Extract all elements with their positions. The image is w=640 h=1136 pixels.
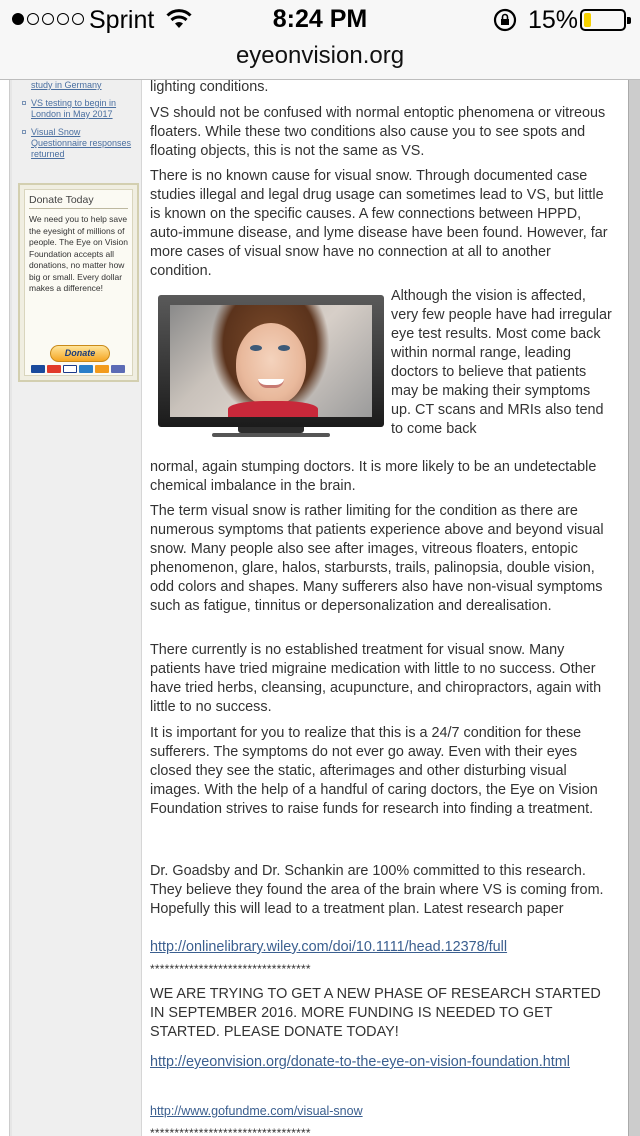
address-bar[interactable]: eyeonvision.org xyxy=(235,42,405,69)
stars-divider-1: ********************************* xyxy=(150,962,311,976)
article-paragraph-2: There is no known cause for visual snow. Through documented case studies illegal and legal drug usage can sometimes lead to VS, but little is known on the specific causes. A few connections between HPPD, auto-immune disease, and lyme disease have been found. However, far more cases of visual snow have no connection at all to another condition. xyxy=(150,168,608,279)
payment-cards-icon xyxy=(31,365,125,373)
tv-image xyxy=(158,295,384,440)
sidebar-link-london[interactable]: VS testing to begin in London in May 2017 xyxy=(22,98,134,120)
article-paragraph-5: There currently is no established treatment for visual snow. Many patients have tried migraine medication with little to no success. Other have tried herbs, cleansing, acupuncture, and chiropractors, again with little to no success. xyxy=(150,642,602,715)
gofundme-link[interactable]: http://www.gofundme.com/visual-snow xyxy=(150,1104,363,1118)
article-paragraph-3-wrap: Although the vision is affected, very few people have had irregular eye test results. Most come back within normal range, leading doctors to believe that patients may be making their symptoms up. CT scans and MRIs also tend to come back xyxy=(391,288,612,437)
sidebar-link-germany[interactable]: study in Germany xyxy=(31,80,102,90)
clock: 8:24 PM xyxy=(272,5,368,33)
donate-widget xyxy=(18,183,139,382)
stars-divider-2: ********************************* xyxy=(150,1126,311,1136)
sidebar-link-questionnaire[interactable]: Visual Snow Questionnaire responses returned xyxy=(22,127,134,160)
browser-chrome xyxy=(0,0,640,80)
battery-icon xyxy=(580,9,626,31)
donate-text: We need you to help save the eyesight of millions of people. The Eye on Vision Foundation accepts all donations, no matter how big or small. Every dollar makes a difference! xyxy=(29,214,128,293)
divider xyxy=(29,208,128,209)
article-paragraph-4: The term visual snow is rather limiting for the condition as there are numerous symptoms that patients experience above and beyond visual snow. Many people also see after images, vitreous floaters, entopic phenomenon, glare, halos, starbursts, trails, palinopsia, double vision, odd colors and shapes. Many sufferers also have non-visual symptoms such as fatigue, tinnitus or depersonalization and derealisation. xyxy=(150,503,604,614)
article-paragraph-0: lighting conditions. xyxy=(150,79,269,95)
carrier-name: Sprint xyxy=(89,6,155,34)
article-paragraph-8: WE ARE TRYING TO GET A NEW PHASE OF RESEARCH STARTED IN SEPTEMBER 2016. MORE FUNDING IS NEEDED TO GET STARTED. PLEASE DONATE TODAY! xyxy=(150,986,601,1040)
article-paragraph-3-tail: normal, again stumping doctors. It is more likely to be an undetectable chemical imbalance in the brain. xyxy=(150,459,597,494)
bullet-icon xyxy=(22,130,26,134)
right-margin xyxy=(628,80,640,1136)
article-paragraph-6: It is important for you to realize that this is a 24/7 condition for these sufferers. The symptoms do not ever go away. Even with their eyes closed they see the static, afterimages and other disturbing visual images. With the help of a handful of caring doctors, the Eye on Vision Foundation strives to raise funds for research into finding a treatment. xyxy=(150,725,598,817)
bullet-icon xyxy=(22,101,26,105)
left-margin xyxy=(0,80,10,1136)
status-bar xyxy=(0,0,640,40)
article-paragraph-1: VS should not be confused with normal entoptic phenomena or vitreous floaters. While these two conditions also cause you to see spots and floating objects, this is not the same as VS. xyxy=(150,105,606,159)
donate-page-link[interactable]: http://eyeonvision.org/donate-to-the-eye-on-vision-foundation.html xyxy=(150,1054,570,1070)
battery-percent: 15% xyxy=(528,6,579,34)
donate-button[interactable]: Donate xyxy=(50,345,110,362)
donate-title: Donate Today xyxy=(29,194,94,206)
sidebar-news-list xyxy=(22,80,134,167)
research-paper-link[interactable]: http://onlinelibrary.wiley.com/doi/10.1111/head.12378/full xyxy=(150,939,508,955)
rotation-lock-icon xyxy=(492,7,518,40)
article-paragraph-7: Dr. Goadsby and Dr. Schankin are 100% committed to this research. They believe they found the area of the brain where VS is coming from. Hopefully this will lead to a treatment plan. Latest research paper xyxy=(150,863,604,917)
